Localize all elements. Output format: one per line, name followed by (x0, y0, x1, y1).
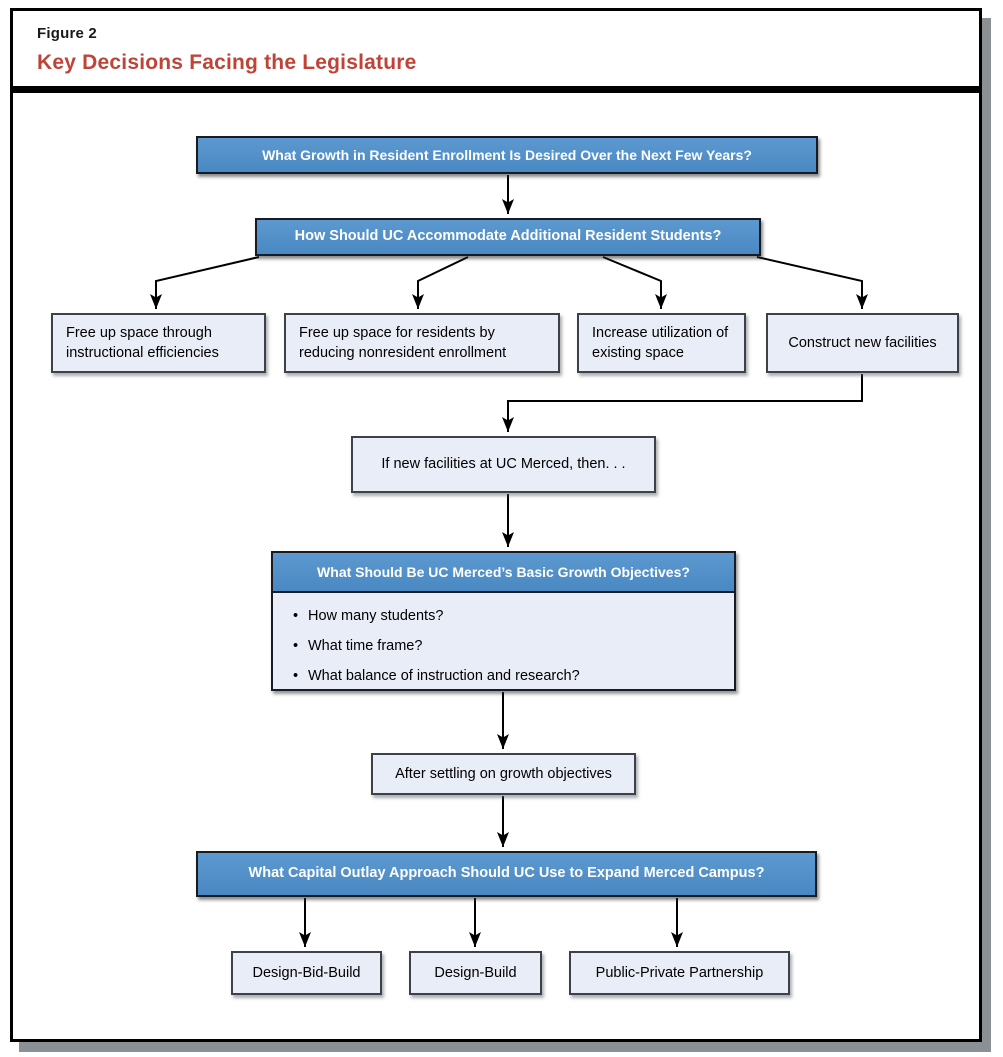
figure-label: Figure 2 (37, 25, 97, 42)
question-box-accommodate-students: How Should UC Accommodate Additional Resident Students? (255, 218, 761, 256)
figure-frame (10, 8, 982, 1042)
question-box-enrollment-growth: What Growth in Resident Enrollment Is Desired Over the Next Few Years? (196, 136, 818, 174)
approach-box-design-build: Design-Build (409, 951, 542, 995)
arrow-branch-option-2 (418, 257, 468, 309)
transition-box-growth-objectives: After settling on growth objectives (371, 753, 636, 795)
arrow-branch-option-1 (156, 257, 259, 309)
objectives-box (271, 551, 736, 691)
approach-box-public-private-partnership: Public-Private Partnership (569, 951, 790, 995)
approach-box-design-bid-build: Design-Bid-Build (231, 951, 382, 995)
objectives-bullet-list (273, 593, 734, 707)
conditional-box-uc-merced: If new facilities at UC Merced, then. . . (351, 436, 656, 493)
objective-bullet-timeframe: • What time frame? (293, 637, 714, 655)
objectives-header: What Should Be UC Merced’s Basic Growth Objectives? (273, 553, 734, 593)
option-box-increase-utilization: Increase utilization of existing space (577, 313, 746, 373)
option-box-reduce-nonresident: Free up space for residents by reducing nonresident enrollment (284, 313, 560, 373)
objective-bullet-balance: • What balance of instruction and research? (293, 667, 714, 685)
question-box-capital-outlay: What Capital Outlay Approach Should UC Use to Expand Merced Campus? (196, 851, 817, 897)
objective-bullet-students: • How many students? (293, 607, 714, 625)
arrow-branch-option-4 (757, 257, 862, 309)
arrow-branch-option-3 (603, 257, 661, 309)
arrow-construct-to-conditional (508, 374, 862, 432)
header-rule (13, 86, 979, 93)
figure-title: Key Decisions Facing the Legislature (37, 51, 417, 74)
option-box-construct-facilities: Construct new facilities (766, 313, 959, 373)
option-box-instructional-efficiencies: Free up space through instructional efficiencies (51, 313, 266, 373)
